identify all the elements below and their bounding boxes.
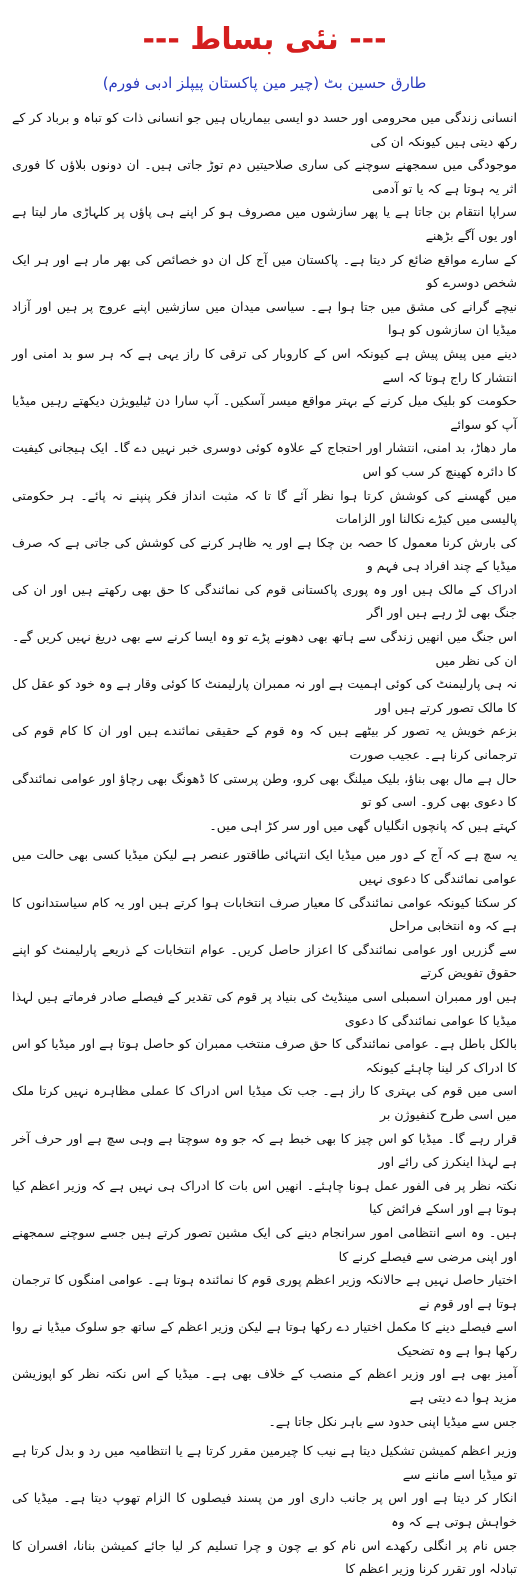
paragraph-line: حال ہے مال بھی بناؤ، بلیک میلنگ بھی کرو، وطن پرستی کا ڈھونگ بھی رچاؤ اور عوامی نمائندگی کا دعوی بھی کرو۔ اسی کو تو [12, 770, 517, 810]
paragraph-line: ہیں اور ممبران اسمبلی اسی مینڈیٹ کی بنیاد پر قوم کی تقدیر کے فیصلے صادر فرماتے ہیں لہذا میڈیا کا عوامی نمائندگی کا دعوی [12, 988, 517, 1028]
paragraph-line: کہتے ہیں کہ پانچوں انگلیاں گھی میں اور سر کڑ اہی میں۔ [209, 817, 517, 833]
paragraph-line: وزیر اعظم کمیشن تشکیل دیتا ہے نیب کا چیرمین مقرر کرتا ہے یا انتظامیہ میں رد و بدل کرتا ہے تو میڈیا اسے ماننے سے [12, 1443, 517, 1482]
paragraph-line: جس نام پر انگلی رکھدے اس نام کو بے چون و چرا تسلیم کر لیا جائے کمیشن بنانا، افسران کا تبادلہ اور تقرر کرنا وزیر اعظم کا [12, 1537, 517, 1577]
paragraph-line: میں گھسنے کی کوشش کرتا ہوا نظر آئے گا تا کہ مثبت انداز فکر پنپنے نہ پائے۔ ہر حکومتی پالیسی میں کیڑے نکالنا اور الزامات [12, 487, 517, 527]
paragraph-line: اس جنگ میں انھیں زندگی سے ہاتھ بھی دھونے پڑے تو وہ ایسا کرنے سے بھی دریغ نہیں کریں گے۔ ان کی نظر میں [12, 629, 517, 668]
article-title: --- نئی بساط --- [142, 22, 387, 57]
paragraph-line: نیچے گرانے کی مشق میں جتا ہوا ہے۔ سیاسی میدان میں سازشیں اپنے عروج پر ہیں اور آزاد میڈیا ان سازشوں کو ہوا [12, 298, 517, 338]
paragraph-line: نہ ہی پارلیمنٹ کی کوئی اہمیت ہے اور نہ ممبران پارلیمنٹ کا کوئی وقار ہے وہ خود کو عقل کل کا مالک تصور کرتے ہیں اور [12, 676, 517, 715]
article-paragraph [12, 106, 517, 837]
paragraph-line: ادراک کے مالک ہیں اور وہ پوری پاکستانی قوم کی نمائندگی کا حق بھی رکھتے ہیں اور ان کی جنگ بھی لڑ رہے ہیں اور اگر [12, 581, 517, 621]
paragraph-line: بزعم خویش یہ تصور کر بیٹھے ہیں کہ وہ قوم کے حقیقی نمائندے ہیں اور ان کا کام قوم کی ترجمانی کرنا ہے۔ عجیب صورت [12, 723, 517, 763]
paragraph-line: ہیں۔ وہ اسے انتظامی امور سرانجام دینے کی ایک مشین تصور کرتے ہیں جسے سوچنے سمجھنے اور اپنی مرضی سے فیصلے کرنے کا [12, 1224, 517, 1264]
paragraph-line: اسی میں قوم کی بہتری کا راز ہے۔ جب تک میڈیا اس ادراک کا عملی مظاہرہ نہیں کرتا ملک میں اسی طرح کنفیوژن بر [12, 1083, 517, 1122]
paragraph-line: بالکل باطل ہے۔ عوامی نمائندگی کا حق صرف منتخب ممبران کو حاصل ہوتا ہے اور میڈیا کو اس کا ادراک کر لینا چاہئے کیونکہ [12, 1036, 517, 1075]
paragraph-line: یہ سچ ہے کہ آج کے دور میں میڈیا ایک انتہائی طاقتور عنصر ہے لیکن میڈیا کسی بھی حالت میں عوامی نمائندگی کا دعوی نہیں [12, 847, 517, 886]
paragraph-line: حکومت کو بلیک میل کرنے کے بہتر مواقع میسر آسکیں۔ آپ سارا دن ٹیلیویژن دیکھتے رہیں میڈیا آپ کو سوائے [12, 393, 517, 432]
paragraph-line: مار دھاڑ، بد امنی، انتشار اور احتجاج کے علاوہ کوئی دوسری خبر نہیں دے گا۔ ایک ہیجانی کیفیت کا دائرہ کھینچ کر سب کو اس [12, 440, 517, 479]
paragraph-line: اسے فیصلے دینے کا مکمل اختیار دے رکھا ہوتا ہے لیکن وزیر اعظم کے ساتھ جو سلوک میڈیا نے روا رکھا ہوا ہے وہ تضحیک [12, 1319, 517, 1358]
paragraph-line: آمیز بھی ہے اور وزیر اعظم کے منصب کے خلاف بھی ہے۔ میڈیا کے اس نکتہ نظر کو اپوزیشن مزید ہوا دے دیتی ہے [12, 1366, 517, 1406]
paragraph-line: سراپا انتقام بن جاتا ہے یا پھر سازشوں میں مصروف ہو کر اپنے ہی پاؤں پر کلہاڑی مار لیتا ہے اور یوں آگے بڑھنے [12, 204, 517, 243]
paragraph-line: اختیار حاصل نہیں ہے حالانکہ وزیر اعظم پوری قوم کا نمائندہ ہوتا ہے۔ عوامی امنگوں کا ترجمان ہوتا ہے اور قوم نے [12, 1272, 517, 1311]
paragraph-line: نکتہ نظر پر فی الفور عمل ہونا چاہئے۔ انھیں اس بات کا ادراک ہی نہیں ہے کہ وزیر اعظم کیا ہوتا ہے اور اسکے فرائض کیا [12, 1177, 517, 1217]
paragraph-line: قرار رہے گا۔ میڈیا کو اس چیز کا بھی خبط ہے کہ جو وہ سوچتا ہے وہی سچ ہے اور حرف آخر ہے لہذا اینکرز کی رائے اور [12, 1130, 517, 1170]
paragraph-line: سے گزریں اور عوامی نمائندگی کا اعزاز حاصل کریں۔ عوام انتخابات کے ذریعے پارلیمنٹ کو اپنے حقوق تفویض کرتے [12, 941, 517, 981]
article-paragraph [12, 843, 517, 1433]
paragraph-line: دینے میں پیش پیش ہے کیونکہ اس کے کاروبار کی ترقی کا راز یہی ہے کہ ہر سو بد امنی اور انتشار کا راج ہوتا کہ اسے [12, 345, 517, 385]
paragraph-line: کی بارش کرنا معمول کا حصہ بن چکا ہے اور یہ ظاہر کرنے کی کوشش کی جاتی ہے کہ صرف میڈیا کے چند افراد ہی فہم و [12, 534, 517, 574]
author-byline: طارق حسین بٹ (چیر مین پاکستان پیپلز ادبی فورم) [102, 74, 427, 92]
paragraph-line: انسانی زندگی میں محرومی اور حسد دو ایسی بیماریاں ہیں جو انسانی ذات کو تباہ و برباد کر کے رکھ دیتی ہیں کیونکہ ان کی [12, 110, 517, 149]
paragraph-line: کے سارے مواقع ضائع کر دیتا ہے۔ پاکستان میں آج کل ان دو خصائص کی بھر مار ہے اور ہر ایک شخص دوسرے کو [12, 251, 517, 291]
paragraph-line: کر سکتا کیونکہ عوامی نمائندگی کا معیار صرف انتخابات ہوا کرتے ہیں اور یہ کام سیاستدانوں کا ہے کہ وہ انتخابی مراحل [12, 894, 517, 934]
paragraph-line: موجودگی میں سمجھنے سوچنے کی ساری صلاحیتیں دم توڑ جاتی ہیں۔ ان دونوں بلاؤں کا فوری اثر یہ ہوتا ہے کہ یا تو آدمی [12, 157, 517, 196]
paragraph-line: جس سے میڈیا اپنی حدود سے باہر نکل جاتا ہے۔ [268, 1413, 517, 1429]
paragraph-line: انکار کر دیتا ہے اور اس پر جانب داری اور من پسند فیصلوں کا الزام تھوپ دیتا ہے۔ میڈیا کی خواہش ہوتی ہے کہ وہ [12, 1490, 517, 1530]
article-paragraph [12, 1439, 517, 1581]
article-body [12, 106, 517, 1581]
